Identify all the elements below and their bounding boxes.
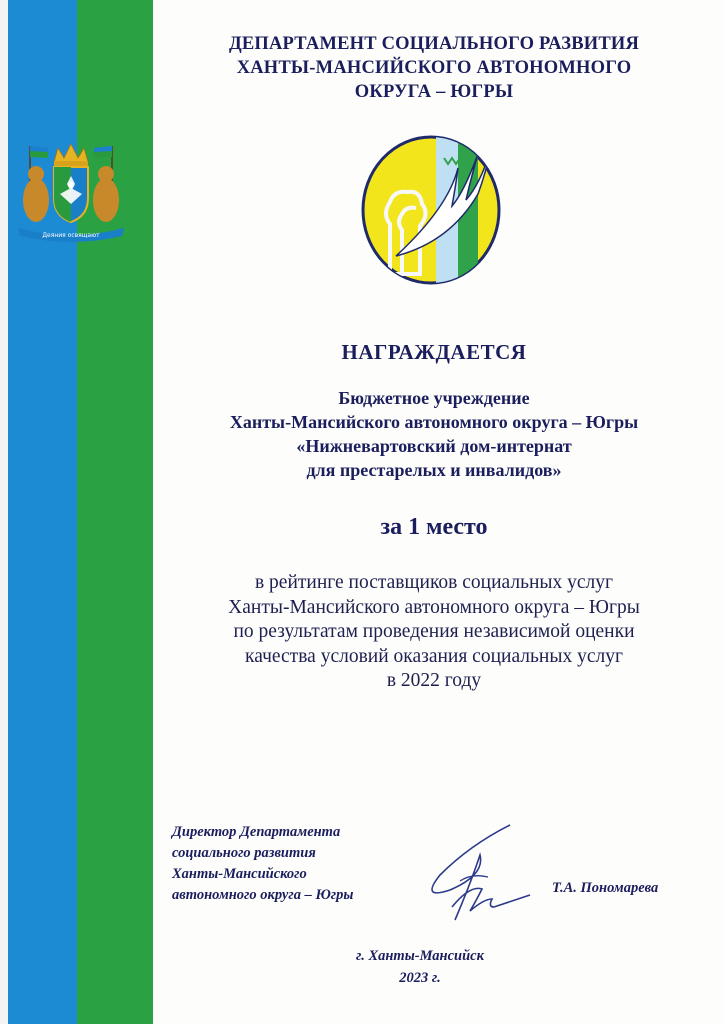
department-header <box>160 32 708 104</box>
reason-line: Ханты-Мансийского автономного округа – Югры <box>228 596 640 618</box>
organization-line: для престарелых и инвалидов» <box>306 460 562 480</box>
header-line: ДЕПАРТАМЕНТ СОЦИАЛЬНОГО РАЗВИТИЯ <box>228 34 640 54</box>
issue-year: 2023 г. <box>399 970 441 986</box>
signer-position-line: Директор Департамента <box>172 824 341 840</box>
reason-line: качества условий оказания социальных услуг <box>245 645 623 667</box>
signer-name: Т.А. Пономарева <box>552 880 659 896</box>
award-reason <box>160 571 708 694</box>
header-line: ХАНТЫ-МАНСИЙСКОГО АВТОНОМНОГО <box>236 58 632 78</box>
left-edge-stripe <box>0 0 8 1024</box>
social-service-logo-icon <box>360 134 502 286</box>
reason-line: по результатам проведения независимой оценки <box>233 621 635 642</box>
issue-city: г. Ханты-Мансийск <box>356 948 484 964</box>
award-title: НАГРАЖДАЕТСЯ <box>341 340 527 364</box>
reason-line: в рейтинге поставщиков социальных услуг <box>254 572 614 593</box>
signer-position-line: автономного округа – Югры <box>172 887 354 903</box>
place-and-date <box>300 945 540 989</box>
signer-position-line: социального развития <box>172 845 316 861</box>
header-line: ОКРУГА – ЮГРЫ <box>354 82 514 102</box>
signer-position <box>172 822 412 906</box>
coat-ribbon-motto: Деяния освящают <box>42 232 100 239</box>
handwritten-signature <box>410 815 550 930</box>
organization-name <box>160 386 708 482</box>
organization-line: Ханты-Мансийского автономного округа – Югры <box>229 412 639 432</box>
signer-position-line: Ханты-Мансийского <box>172 866 307 882</box>
coat-of-arms-icon <box>12 140 130 248</box>
reason-line: в 2022 году <box>386 670 482 691</box>
place-award: за 1 место <box>380 514 488 540</box>
organization-line: Бюджетное учреждение <box>338 388 530 408</box>
organization-line: «Нижневартовский дом-интернат <box>296 436 572 456</box>
